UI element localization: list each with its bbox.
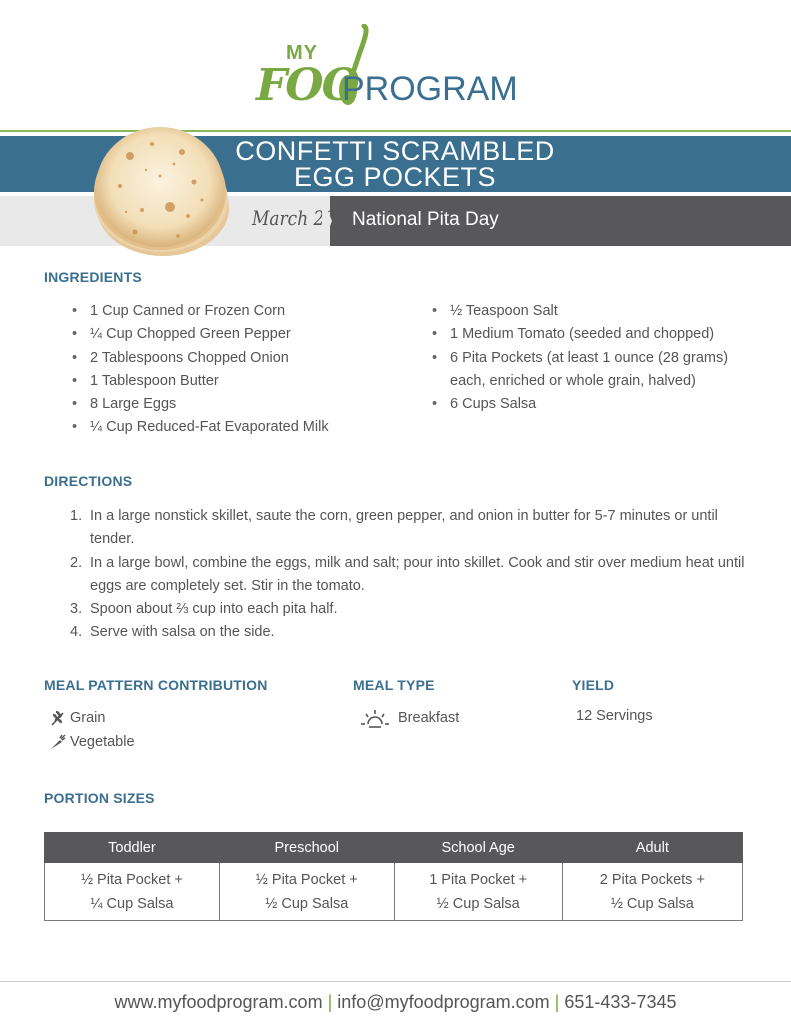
portion-cell (45, 863, 220, 921)
meal-pattern-vegetable (50, 734, 135, 750)
footer-divider (0, 981, 791, 982)
column-header: Toddler (45, 833, 220, 863)
ingredient-item: • 1 Cup Canned or Frozen Corn (72, 300, 402, 323)
pita-bread-image (90, 112, 232, 262)
step-number: 1. (70, 508, 83, 524)
yield-item (576, 708, 653, 724)
portion-pita: ½ Pita Pocket + (255, 871, 358, 888)
directions-list (70, 505, 750, 645)
portion-pita: 2 Pita Pockets + (599, 871, 705, 888)
meal-type-heading: MEAL TYPE (353, 677, 435, 693)
footer-separator: | (554, 992, 560, 1012)
portion-pita: 1 Pita Pocket + (429, 871, 528, 888)
footer (0, 992, 791, 1013)
footer-email-link[interactable]: info@myfoodprogram.com (337, 992, 550, 1012)
directions-heading: DIRECTIONS (44, 473, 133, 489)
yield-value: 12 Servings (576, 708, 653, 724)
meal-type-item (360, 708, 459, 728)
column-header: Adult (562, 833, 742, 863)
ingredient-item: • ½ Teaspoon Salt (432, 300, 742, 323)
step-text: Serve with salsa on the side. (90, 624, 275, 641)
step-text: Spoon about ⅔ cup into each pita half. (90, 601, 338, 618)
sunrise-icon (360, 708, 390, 728)
holiday-name: National Pita Day (352, 209, 499, 230)
column-header: School Age (394, 833, 562, 863)
portion-cell (562, 863, 742, 921)
table-header-row (45, 833, 743, 863)
holiday-date: March 29 (252, 206, 336, 230)
portion-pita: ½ Pita Pocket + (80, 871, 183, 888)
step-number: 3. (70, 601, 83, 618)
footer-website-link[interactable]: www.myfoodprogram.com (114, 992, 323, 1012)
step-number: 4. (70, 624, 83, 641)
footer-phone: 651-433-7345 (564, 992, 677, 1012)
portion-salsa: ½ Cup Salsa (436, 895, 520, 912)
portion-salsa: ¼ Cup Salsa (90, 895, 174, 912)
wheat-icon (50, 710, 66, 726)
ingredient-item: • 1 Tablespoon Butter (72, 370, 402, 393)
ingredient-item: • 1 Medium Tomato (seeded and chopped) (432, 323, 742, 346)
logo-my: MY (286, 42, 318, 64)
ingredient-item: • 2 Tablespoons Chopped Onion (72, 347, 402, 370)
ingredients-list-left (72, 300, 402, 440)
recipe-title-line1: CONFETTI SCRAMBLED (235, 136, 555, 166)
logo-food: FOO (256, 60, 358, 111)
ingredients-list-right (432, 300, 742, 416)
meal-type-value: Breakfast (398, 710, 460, 726)
ingredient-item: • ¼ Cup Reduced-Fat Evaporated Milk (72, 416, 402, 439)
ingredients-heading: INGREDIENTS (44, 269, 142, 285)
footer-separator: | (327, 992, 333, 1012)
portion-salsa: ½ Cup Salsa (610, 895, 694, 912)
direction-step (70, 598, 750, 621)
yield-heading: YIELD (572, 677, 615, 693)
table-row (45, 863, 743, 921)
recipe-title (210, 138, 580, 190)
column-header: Preschool (219, 833, 394, 863)
recipe-title-line2: EGG POCKETS (293, 162, 497, 192)
meal-pattern-grain (50, 710, 105, 726)
portion-cell (394, 863, 562, 921)
direction-step (70, 505, 750, 552)
logo-program: PROGRAM (342, 70, 518, 108)
ingredient-item: • 8 Large Eggs (72, 393, 402, 416)
direction-step (70, 552, 750, 599)
ingredient-item: • ¼ Cup Chopped Green Pepper (72, 323, 402, 346)
portion-sizes-heading: PORTION SIZES (44, 790, 155, 806)
step-number: 2. (70, 554, 83, 571)
band-notch (322, 196, 332, 246)
meal-pattern-label: Grain (70, 710, 106, 726)
step-text: In a large nonstick skillet, saute the corn, green pepper, and onion in butter for 5-7 minutes or until tender. (90, 508, 718, 548)
portion-table (44, 832, 743, 921)
ingredient-item: • 6 Pita Pockets (at least 1 ounce (28 grams) each, enriched or whole grain, halved) (432, 347, 742, 394)
logo (256, 24, 546, 114)
meal-pattern-heading: MEAL PATTERN CONTRIBUTION (44, 677, 268, 693)
direction-step (70, 621, 750, 644)
meal-pattern-label: Vegetable (70, 734, 135, 750)
portion-salsa: ½ Cup Salsa (265, 895, 349, 912)
ingredient-item: • 6 Cups Salsa (432, 393, 742, 416)
carrot-icon (50, 734, 66, 750)
portion-cell (219, 863, 394, 921)
step-text: In a large bowl, combine the eggs, milk and salt; pour into skillet. Cook and stir over medium heat until eggs are completely set. Stir in the tomato. (90, 554, 745, 594)
